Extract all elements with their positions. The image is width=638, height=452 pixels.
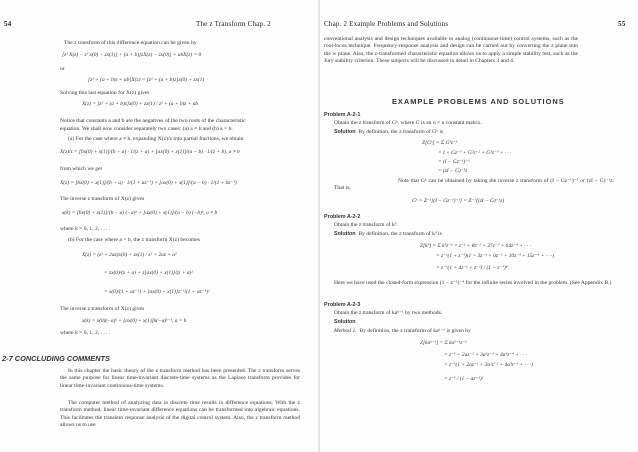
paragraph: In this chapter the basic theory of the z transform method has been presented. The z transform serves the same purpose for linear time-invariant discrete-time systems as the Laplace transform provides for linear time-invariant continuous-time systems. [60, 368, 300, 389]
equation: = z⁻¹(1 + 2az⁻¹ + 3a²z⁻² + 4a³z⁻³ + · · ·) [444, 362, 533, 368]
equation: [z² + (a + b)z + ab]X(z) = [z² + (a + b)z]x(0) + zx(1) [88, 77, 205, 83]
right-running-head: Chap. 2 Example Problems and Solutions [324, 20, 449, 28]
equation: Z[Gᵏ] = Σ Gᵏz⁻ᵏ [422, 140, 458, 146]
solution-heading: Solution [334, 319, 356, 325]
problem-statement: Obtain the z transform of Gᵏ, where G is an n × n constant matrix. [334, 120, 482, 126]
text-line: equation. We shall now consider separately two cases: (a) a ≠ b and (b) a = b. [60, 126, 233, 132]
text-line: The inverse z transform of X(z) gives [60, 196, 145, 202]
problem-label: Problem A-2-1 [324, 112, 361, 118]
text-line: where k = 0, 1, 2, . . . . [60, 226, 111, 232]
problem-statement: Obtain the z transform of k³. [334, 222, 398, 228]
left-page-number: 54 [4, 20, 12, 28]
section-heading: 2-7 CONCLUDING COMMENTS [2, 354, 110, 363]
text-line: The z transform of this difference equation can be given by [64, 40, 197, 46]
equation: x(k) = x(0)(−a)ᵏ + [ax(0) + x(1)]k(−a)ᵏ⁻¹, a = b [82, 318, 187, 324]
right-page [320, 0, 638, 452]
equation: x(k) = [bx(0) + x(1)]/(b − a) (−a)ᵏ + [ax(0) + x(1)]/(a − b) (−b)ᵏ, a ≠ b [62, 210, 218, 216]
right-page-number: 55 [618, 20, 626, 28]
text-line: or [60, 66, 65, 72]
text-line: from which we get [60, 166, 103, 172]
equation: X(z)/z = [bx(0) + x(1)]/(b − a) · 1/(z + a) + [ax(0) + x(1)]/(a − b) · 1/(z + b), a ≠ b [60, 149, 240, 155]
problem-label: Problem A-2-2 [324, 214, 361, 220]
problem-label: Problem A-2-3 [324, 302, 361, 308]
solution-line: Solution By definition, the z transform of Gᵏ is [334, 129, 444, 135]
equation: Z[k³] = Σ k³z⁻ᵏ = z⁻¹ + 8z⁻² + 27z⁻³ + 64z⁻⁴ + · · · [420, 243, 531, 249]
equation: = z⁻¹ + 2az⁻² + 3a²z⁻³ + 4a³z⁻⁴ + · · · [444, 352, 527, 358]
equation: X(z) = (z² + 2az)x(0) + zx(1) / z² + 2az + a² [82, 252, 177, 258]
equation: Gᵏ = Z⁻¹[(I − Gz⁻¹)⁻¹] = Z⁻¹[(zI − G)⁻¹z] [412, 198, 505, 204]
section-heading: EXAMPLE PROBLEMS AND SOLUTIONS [392, 97, 565, 106]
note-paragraph: Note that Gᵏ can be obtained by taking the inverse z transform of (I − Gz⁻¹)⁻¹ or (zI − G)⁻¹z. That is, [334, 178, 614, 192]
note-paragraph: Here we have used the closed-form expression (1 − z⁻¹)⁻⁴ for the infinite series involved in the problem. (See Appendix B.) [334, 280, 612, 286]
text-line: Solving this last equation for X(z) gives [60, 90, 150, 96]
text-line: (b) For the case where a = b, the z transform X(z) becomes [68, 237, 200, 243]
equation: = z⁻¹(1 + z⁻¹)(1 + 3z⁻¹ + 6z⁻² + 10z⁻³ + 15z⁻⁴ + · · ·) [436, 253, 555, 259]
text-line: (a) For the case where a ≠ b, expanding X(z)/z into partial fractions, we obtain [68, 136, 244, 142]
text-line: where k = 0, 1, 2, . . . . [60, 330, 111, 336]
equation: = (I − Gz⁻¹)⁻¹ [438, 159, 470, 165]
left-running-head: The z Transform Chap. 2 [196, 20, 271, 28]
equation: = zx(0)/(z + a) + z[ax(0) + x(1)]/(z + a)² [104, 270, 193, 276]
text-line: Notice that constants a and b are the negatives of the two roots of the characteristic [60, 118, 246, 124]
solution-line: Solution By definition, the z transform of k³ is [334, 231, 442, 237]
equation: = I + Gz⁻¹ + G²z⁻² + G³z⁻³ + · · · [438, 150, 512, 156]
text-line: The inverse z transform of X(z) gives [60, 306, 145, 312]
equation: = x(0)/(1 + az⁻¹) + [ax(0) + x(1)]z⁻¹/(1 + az⁻¹)² [104, 289, 210, 295]
equation: X(z) = [z² + (a + b)z]x(0) + zx(1) / z² + (a + b)z + ab [82, 101, 199, 107]
equation: X(z) = [bx(0) + x(1)]/(b − a) · 1/(1 + az⁻¹) + [ax(0) + x(1)]/(a − b) · 1/(1 + bz⁻¹) [60, 180, 237, 186]
problem-statement: Obtain the z transform of kaᵏ⁻¹ by two methods. [334, 310, 443, 316]
equation: Z[kaᵏ⁻¹] = Σ kaᵏ⁻¹z⁻ᵏ [420, 340, 467, 346]
left-page [0, 0, 318, 452]
paragraph: The computer method of analyzing data in discrete time results in difference equations. With the z transform method, linear time-invariant difference equations can be transformed into algebraic equations. This facilitates the transient response analysis of the digital control system. Also, the z transform method allows us to use [60, 400, 300, 429]
intro-paragraph: conventional analysis and design techniques available to analog (continuous-time) control systems, such as the root-locus technique. Frequency-response analysis and design can be carried out by converting the z plane into the w plane. Also, the z-transformed characteristic equation allows us to apply a simple stability test, such as the Jury stability criterion. These subjects will be discussed in detail in Chapters 3 and 4. [324, 36, 578, 65]
equation: = (zI − G)⁻¹z [438, 168, 468, 174]
equation: = z⁻¹ / (1 − az⁻¹)² [444, 376, 484, 382]
equation: [z² X(z) − z² x(0) − zx(1)] + (a + b)[zX(z) − zx(0)] + abX(z) = 0 [62, 52, 202, 58]
method-line: Method 1. By definition, the z transform of kaᵏ⁻¹ is given by [334, 328, 471, 334]
equation: = z⁻¹(1 + 4z⁻¹ + z⁻²) / (1 − z⁻¹)⁴ [436, 265, 508, 271]
